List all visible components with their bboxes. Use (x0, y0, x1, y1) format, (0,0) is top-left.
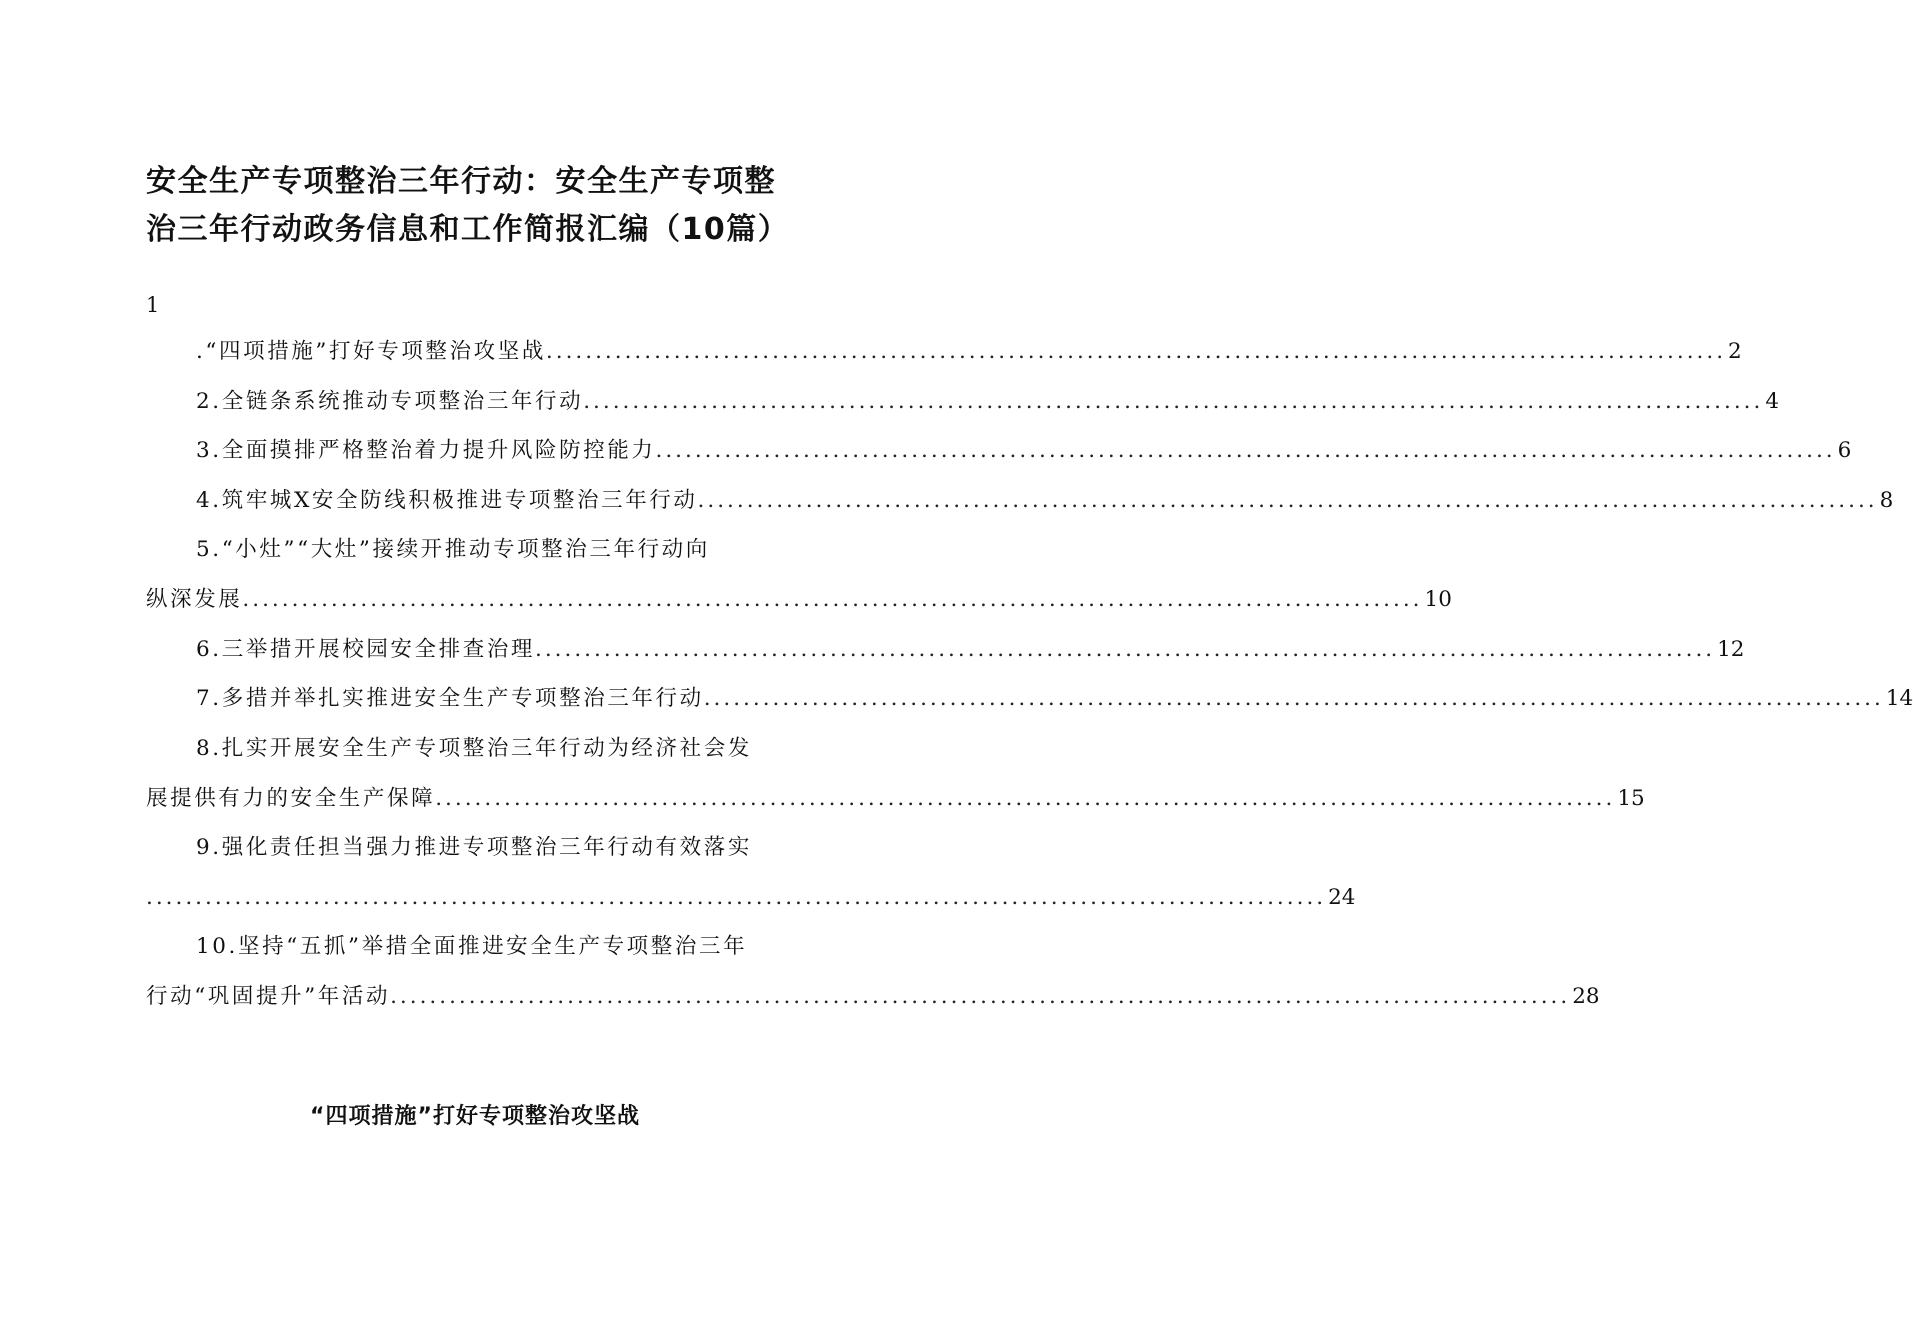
toc-entry-page: 14 (1885, 686, 1913, 711)
toc-entry-text: 展提供有力的安全生产保障 (146, 786, 436, 811)
toc-entry-text: 5.“小灶”“大灶”接续开推动专项整治三年行动向 (196, 537, 710, 562)
toc-number: 1 (146, 293, 160, 317)
toc-entry-5[interactable] (196, 533, 806, 567)
dot-leader: ........................................................................................................................ (703, 686, 1884, 711)
toc-entry-8[interactable] (196, 732, 806, 766)
toc-entry-9-continued[interactable] (146, 881, 1356, 915)
toc-entry-7[interactable] (196, 682, 1913, 716)
dot-leader: ........................................................................................................................ (655, 438, 1836, 463)
toc-entry-text: 9.强化责任担当强力推进专项整治三年行动有效落实 (196, 835, 752, 860)
toc-entry-text: .“四项措施”打好专项整治攻坚战 (196, 339, 546, 364)
dot-leader: ........................................................................................................................ (146, 885, 1327, 910)
dot-leader: ........................................................................................................................ (583, 389, 1764, 414)
toc-entry-4[interactable] (196, 484, 1894, 518)
toc-entry-10[interactable] (196, 930, 806, 964)
toc-entry-text: 纵深发展 (146, 587, 243, 612)
dot-leader: ........................................................................................................................ (242, 587, 1423, 612)
dot-leader: ........................................................................................................................ (535, 637, 1716, 662)
toc-entry-page: 2 (1728, 339, 1742, 364)
document-title (146, 158, 814, 254)
toc-entry-page: 6 (1837, 438, 1852, 463)
toc-entry-page: 15 (1617, 786, 1645, 811)
toc-entry-text: 3.全面摸排严格整治着力提升风险防控能力 (196, 438, 656, 463)
toc-entry-10-continued[interactable] (146, 980, 1600, 1014)
toc-entry-6[interactable] (196, 633, 1745, 667)
toc-entry-page: 10 (1424, 587, 1452, 612)
toc-entry-page: 8 (1879, 488, 1894, 513)
toc-entry-page: 24 (1328, 885, 1356, 910)
dot-leader: ........................................................................................................................ (435, 786, 1616, 811)
toc-entry-page: 28 (1572, 984, 1600, 1009)
toc-entry-page: 12 (1717, 637, 1745, 662)
toc-entry-5-continued[interactable] (146, 583, 1452, 617)
title-line-1: 安全生产专项整治三年行动：安全生产专项整 (146, 164, 776, 199)
dot-leader: ........................................................................................................................ (390, 984, 1571, 1009)
toc-entry-8-continued[interactable] (146, 782, 1645, 816)
dot-leader: ........................................................................................................................ (697, 488, 1878, 513)
toc-entry-9[interactable] (196, 831, 806, 865)
section-heading: “四项措施”打好专项整治攻坚战 (310, 1104, 640, 1129)
toc-entry-text: 8.扎实开展安全生产专项整治三年行动为经济社会发 (196, 736, 752, 761)
dot-leader: ........................................................................................................................ (545, 339, 1727, 364)
title-line-2: 治三年行动政务信息和工作简报汇编（10篇） (146, 212, 790, 247)
toc-entry-2[interactable] (196, 385, 1780, 419)
toc-entry-text: 10.坚持“五抓”举措全面推进安全生产专项整治三年 (196, 934, 748, 959)
toc-entry-text: 7.多措并举扎实推进安全生产专项整治三年行动 (196, 686, 704, 711)
toc-entry-text: 4.筑牢城X安全防线积极推进专项整治三年行动 (196, 488, 698, 513)
toc-entry-3[interactable] (196, 434, 1852, 468)
toc-entry-text: 2.全链条系统推动专项整治三年行动 (196, 389, 584, 414)
toc-entry-1[interactable] (196, 335, 1742, 369)
toc-entry-text: 行动“巩固提升”年活动 (146, 984, 391, 1009)
toc-entry-page: 4 (1765, 389, 1780, 414)
toc-entry-text: 6.三举措开展校园安全排查治理 (196, 637, 536, 662)
